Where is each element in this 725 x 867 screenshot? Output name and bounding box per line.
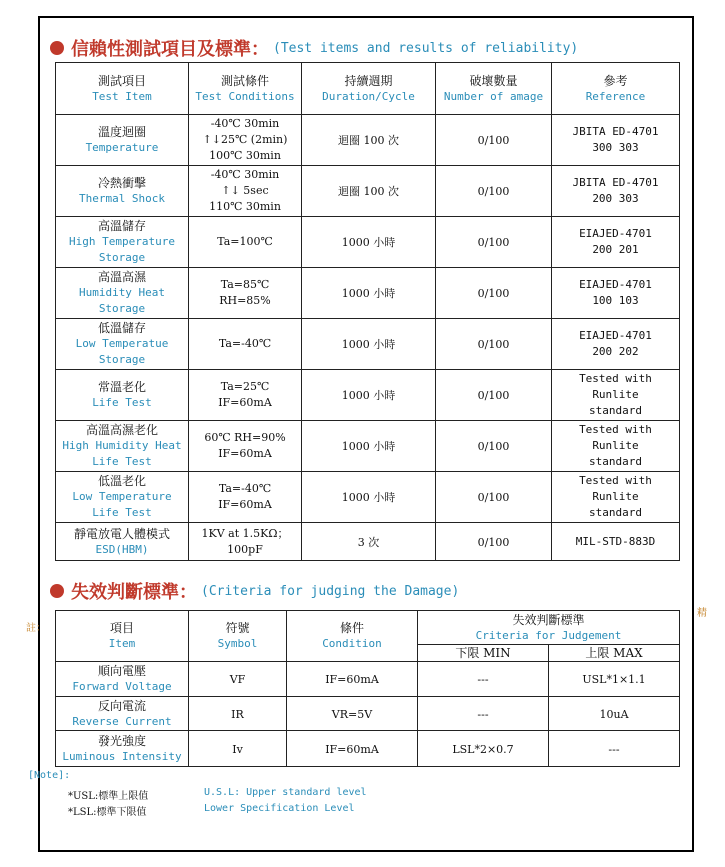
cell-test-item [56, 217, 189, 268]
condition-line: ↑↓25℃ (2min) [202, 133, 288, 146]
table-row [56, 115, 680, 166]
reference-line: Runlite [592, 439, 639, 452]
duration-value: 3 次 [357, 535, 380, 549]
condition-value: VR=5V [331, 707, 373, 721]
reference-line: JBITA ED-4701 [572, 176, 659, 189]
cell-test-item [56, 166, 189, 217]
reference-line: EIAJED-4701 [579, 329, 652, 342]
header-item: 項目 Item [56, 611, 189, 662]
cell-max [549, 662, 680, 697]
cell-damage [436, 217, 552, 268]
table-row [56, 166, 680, 217]
item-zh: 發光強度 [97, 733, 146, 748]
item-en: Life Test [92, 396, 152, 409]
damage-value: 0/100 [477, 236, 510, 249]
cell-damage [436, 268, 552, 319]
item-zh: 低溫儲存 [97, 321, 146, 335]
reference-line: standard [589, 506, 642, 519]
cell-condition [287, 662, 418, 697]
reference-line: JBITA ED-4701 [572, 125, 659, 138]
reference-line: Runlite [592, 388, 639, 401]
cell-item [56, 731, 189, 767]
cell-symbol [189, 662, 287, 697]
damage-value: 0/100 [477, 535, 510, 549]
cell-damage [436, 421, 552, 472]
duration-value: 迴圈 100 次 [338, 185, 399, 198]
cell-damage [436, 319, 552, 370]
item-zh: 高溫儲存 [97, 219, 146, 233]
header-damage-count: 破壞數量 Number of amage [436, 63, 552, 115]
table-row [56, 217, 680, 268]
condition-line: 1KV at 1.5KΩ； [201, 526, 289, 540]
table-row [56, 319, 680, 370]
item-en: Low Temperatue [75, 337, 169, 350]
cell-conditions [189, 370, 302, 421]
cell-damage [436, 115, 552, 166]
damage-value: 0/100 [477, 389, 510, 402]
section-criteria-title [50, 578, 459, 604]
reference-line: standard [589, 455, 642, 468]
table-row [56, 523, 680, 561]
section-reliability-title [50, 35, 578, 61]
condition-line: 100℃ 30min [209, 149, 281, 162]
table-row [56, 662, 680, 697]
margin-right-mark: 精 [697, 608, 707, 619]
item-en: Reverse Current [72, 714, 172, 728]
header-symbol: 符號 Symbol [189, 611, 287, 662]
condition-line: Ta=85℃ [220, 278, 270, 291]
item-en: Storage [98, 353, 146, 366]
reference-line: 200 303 [592, 192, 639, 205]
item-zh: 高溫高濕 [97, 270, 146, 284]
reference-line: Tested with [579, 423, 652, 436]
cell-duration [302, 319, 436, 370]
reference-line: standard [589, 404, 642, 417]
table-row [56, 268, 680, 319]
item-en: Temperature [85, 141, 159, 154]
item-zh: 高溫高濕老化 [85, 423, 158, 437]
cell-duration [302, 421, 436, 472]
condition-line: Ta=-40℃ [218, 482, 272, 495]
reference-line: 300 303 [592, 141, 639, 154]
cell-max [549, 697, 680, 731]
cell-symbol [189, 731, 287, 767]
reference-line: EIAJED-4701 [579, 227, 652, 240]
duration-value: 1000 小時 [341, 491, 396, 504]
note-lsl-en: Lower Specification Level [204, 803, 355, 814]
header-duration: 持續週期 Duration/Cycle [302, 63, 436, 115]
item-en: Storage [98, 251, 146, 264]
condition-line: IF=60mA [218, 498, 272, 511]
symbol-value: IR [231, 707, 244, 721]
reliability-table [55, 62, 680, 561]
note-lsl-zh: *LSL:標準下限值 [68, 807, 147, 818]
item-en: High Temperature [69, 235, 175, 248]
section-title-zh: 失效判斷標準： [71, 582, 197, 603]
min-value: --- [477, 673, 489, 686]
reference-line: Tested with [579, 474, 652, 487]
duration-value: 1000 小時 [341, 389, 396, 402]
cell-damage [436, 166, 552, 217]
duration-value: 1000 小時 [341, 287, 396, 300]
cell-duration [302, 115, 436, 166]
cell-test-item [56, 319, 189, 370]
duration-value: 1000 小時 [341, 338, 396, 351]
reference-line: MIL-STD-883D [575, 534, 656, 548]
cell-reference [552, 370, 680, 421]
cell-item [56, 697, 189, 731]
duration-value: 1000 小時 [341, 440, 396, 453]
duration-value: 迴圈 100 次 [338, 134, 399, 147]
reference-line: 100 103 [592, 294, 639, 307]
condition-line: Ta=25℃ [220, 380, 270, 393]
damage-value: 0/100 [477, 134, 510, 147]
cell-conditions [189, 421, 302, 472]
item-en: ESD(HBM) [95, 542, 149, 556]
item-zh: 靜電放電人體模式 [73, 526, 170, 541]
item-en: Life Test [92, 455, 152, 468]
section-title-zh: 信賴性測試項目及標準： [71, 39, 269, 60]
condition-line: Ta=-40℃ [218, 337, 272, 350]
table-header-row [56, 63, 680, 115]
cell-min [418, 662, 549, 697]
cell-reference [552, 115, 680, 166]
symbol-value: Iv [232, 742, 243, 756]
item-en: Storage [98, 302, 146, 315]
cell-conditions [189, 268, 302, 319]
cell-min [418, 697, 549, 731]
duration-value: 1000 小時 [341, 236, 396, 249]
cell-reference [552, 472, 680, 523]
item-zh: 常溫老化 [97, 380, 146, 394]
damage-value: 0/100 [477, 440, 510, 453]
cell-conditions [189, 319, 302, 370]
damage-value: 0/100 [477, 185, 510, 198]
reference-line: Runlite [592, 490, 639, 503]
item-zh: 冷熱衝擊 [97, 176, 146, 190]
cell-duration [302, 268, 436, 319]
note-label: [Note]: [28, 770, 71, 781]
header-condition: 條件 Condition [287, 611, 418, 662]
condition-line: -40℃ 30min [210, 117, 280, 130]
header-test-item: 測試項目 Test Item [56, 63, 189, 115]
cell-damage [436, 370, 552, 421]
item-en: Thermal Shock [78, 192, 166, 205]
header-criteria: 失效判斷標準 Criteria for Judgement [418, 611, 680, 645]
min-value: LSL*2×0.7 [452, 742, 514, 756]
item-en: Forward Voltage [72, 680, 172, 693]
cell-duration [302, 370, 436, 421]
item-zh: 溫度迴圈 [97, 125, 146, 139]
item-en: Humidity Heat [78, 286, 166, 299]
cell-reference [552, 268, 680, 319]
cell-test-item [56, 472, 189, 523]
max-value: 10uA [599, 707, 629, 721]
max-value: USL*1×1.1 [582, 673, 646, 686]
item-zh: 低溫老化 [97, 474, 146, 488]
reference-line: 200 202 [592, 345, 639, 358]
header-test-conditions: 測試條件 Test Conditions [189, 63, 302, 115]
cell-test-item [56, 268, 189, 319]
cell-condition [287, 697, 418, 731]
cell-reference [552, 523, 680, 561]
section-title-en: (Test items and results of reliability) [273, 40, 579, 56]
condition-line: ↑↓ 5sec [221, 184, 269, 197]
table-row [56, 731, 680, 767]
table-row [56, 421, 680, 472]
condition-value: IF=60mA [325, 742, 379, 756]
cell-test-item [56, 523, 189, 561]
table-row [56, 472, 680, 523]
cell-duration [302, 217, 436, 268]
bullet-dot-icon [50, 41, 64, 55]
cell-test-item [56, 370, 189, 421]
header-min: 下限 MIN [418, 645, 549, 662]
condition-line: RH=85% [219, 294, 271, 307]
condition-line: 110℃ 30min [209, 200, 281, 213]
cell-conditions [189, 523, 302, 561]
reference-line: Tested with [579, 372, 652, 385]
cell-item [56, 662, 189, 697]
cell-conditions [189, 472, 302, 523]
cell-damage [436, 472, 552, 523]
item-zh: 順向電壓 [97, 664, 146, 678]
table-header-row [56, 611, 680, 645]
cell-test-item [56, 115, 189, 166]
cell-test-item [56, 421, 189, 472]
damage-value: 0/100 [477, 287, 510, 300]
damage-value: 0/100 [477, 338, 510, 351]
cell-duration [302, 523, 436, 561]
criteria-table [55, 610, 680, 767]
cell-min [418, 731, 549, 767]
header-max: 上限 MAX [549, 645, 680, 662]
item-en: Life Test [92, 506, 152, 519]
cell-reference [552, 166, 680, 217]
note-usl-en: U.S.L: Upper standard level [204, 787, 367, 798]
item-en: High Humidity Heat [62, 439, 182, 452]
cell-duration [302, 166, 436, 217]
item-en: Luminous Intensity [62, 749, 182, 763]
cell-damage [436, 523, 552, 561]
cell-reference [552, 319, 680, 370]
table-row [56, 370, 680, 421]
bullet-dot-icon [50, 584, 64, 598]
reference-line: EIAJED-4701 [579, 278, 652, 291]
symbol-value: VF [229, 673, 246, 686]
condition-line: 100pF [227, 542, 263, 556]
section-title-en: (Criteria for judging the Damage) [201, 583, 460, 599]
condition-line: Ta=100℃ [217, 235, 273, 248]
condition-line: 60℃ RH=90% [204, 431, 286, 444]
cell-reference [552, 217, 680, 268]
condition-line: IF=60mA [218, 447, 272, 460]
item-en: Low Temperature [72, 490, 172, 503]
cell-max [549, 731, 680, 767]
max-value: --- [608, 742, 620, 756]
condition-line: -40℃ 30min [210, 168, 280, 181]
cell-conditions [189, 115, 302, 166]
cell-symbol [189, 697, 287, 731]
min-value: --- [477, 707, 489, 721]
margin-note-mark: 註： [26, 623, 46, 634]
header-reference: 參考 Reference [552, 63, 680, 115]
table-row [56, 697, 680, 731]
cell-condition [287, 731, 418, 767]
cell-conditions [189, 166, 302, 217]
note-usl-zh: *USL:標準上限值 [68, 791, 149, 802]
item-zh: 反向電流 [97, 698, 146, 713]
cell-conditions [189, 217, 302, 268]
reference-line: 200 201 [592, 243, 639, 256]
condition-line: IF=60mA [218, 396, 272, 409]
condition-value: IF=60mA [325, 673, 379, 686]
cell-duration [302, 472, 436, 523]
damage-value: 0/100 [477, 491, 510, 504]
cell-reference [552, 421, 680, 472]
